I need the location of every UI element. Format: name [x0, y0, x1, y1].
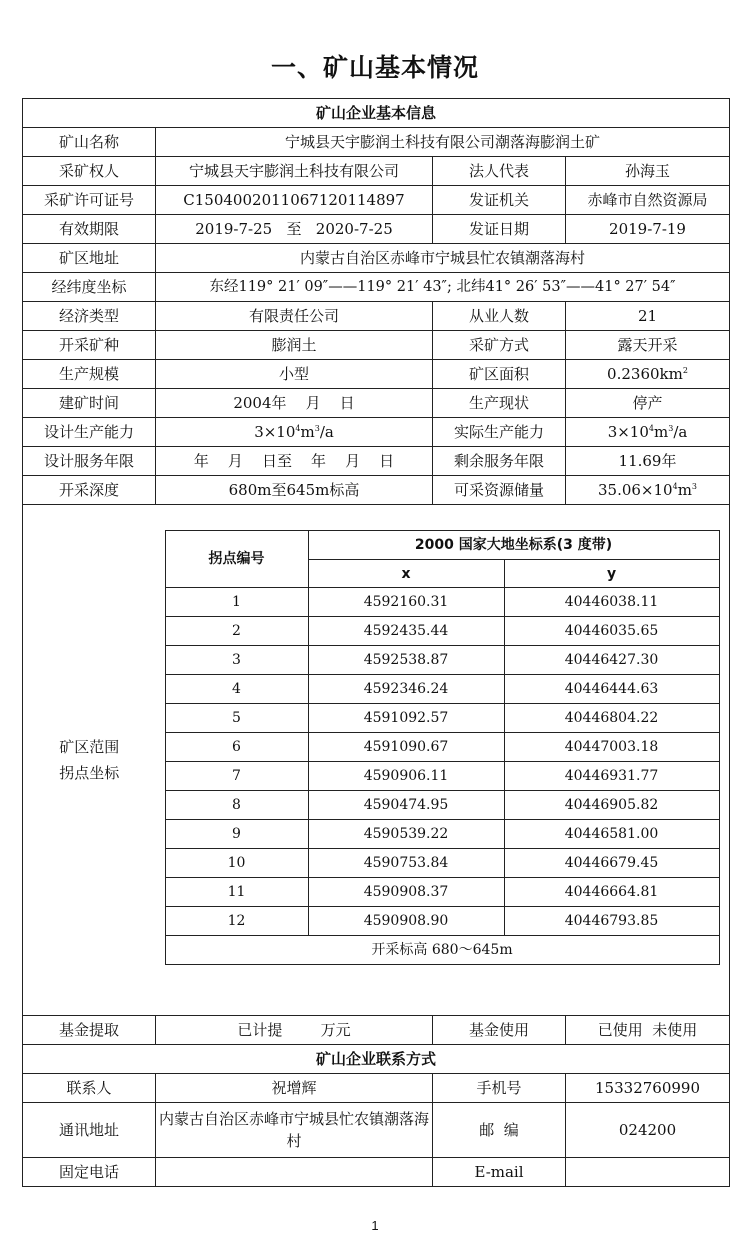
- cap-unit: m: [300, 423, 315, 441]
- email-label: E-mail: [433, 1158, 566, 1187]
- point-y-cell: 40446427.30: [504, 646, 719, 675]
- row-value: 停产: [566, 389, 730, 418]
- cap-unit-exp: 3: [668, 424, 674, 433]
- row-label: 法人代表: [433, 157, 566, 186]
- point-y-cell: 40446804.22: [504, 704, 719, 733]
- area-number: 0.2360km: [607, 365, 683, 383]
- row-value: 2019-7-25 至 2020-7-25: [156, 215, 433, 244]
- row-label: 设计生产能力: [23, 418, 156, 447]
- contact-person-label: 联系人: [23, 1074, 156, 1103]
- page-number: 1: [371, 1218, 379, 1233]
- mine-address-label: 矿区地址: [23, 244, 156, 273]
- coord-system-header: 2000 国家大地坐标系(3 度带): [308, 531, 719, 560]
- point-id-cell: 12: [165, 907, 308, 936]
- lat-long-value: 东经119° 21′ 09″——119° 21′ 43″; 北纬41° 26′ 53″——41° 27′ 54″: [156, 273, 730, 302]
- row-label: 实际生产能力: [433, 418, 566, 447]
- row-value: 孙海玉: [566, 157, 730, 186]
- point-y-cell: 40446931.77: [504, 762, 719, 791]
- mail-address-value: 内蒙古自治区赤峰市宁城县忙农镇潮落海村: [156, 1103, 433, 1158]
- row-value: 680m至645m标高: [156, 476, 433, 505]
- point-x-cell: 4590906.11: [308, 762, 504, 791]
- cap-number: 3×10: [254, 423, 296, 441]
- row-label: 开采矿种: [23, 331, 156, 360]
- row-label: 生产规模: [23, 360, 156, 389]
- point-id-cell: 8: [165, 791, 308, 820]
- cap-unit-exp: 3: [314, 424, 320, 433]
- point-y-cell: 40446793.85: [504, 907, 719, 936]
- range-label-line1: 矿区范围: [59, 738, 120, 756]
- table-row: [165, 791, 719, 820]
- area-exponent: 2: [682, 366, 688, 375]
- mobile-label: 手机号: [433, 1074, 566, 1103]
- table-row: [165, 646, 719, 675]
- table-row: [165, 820, 719, 849]
- row-value: 2004年 月 日: [156, 389, 433, 418]
- row-value: 膨润土: [156, 331, 433, 360]
- cap-exp: 4: [648, 424, 654, 433]
- row-label: 采矿许可证号: [23, 186, 156, 215]
- row-label: 从业人数: [433, 302, 566, 331]
- range-coords-cell: [156, 505, 730, 1016]
- postcode-label: 邮 编: [433, 1103, 566, 1158]
- row-value: 赤峰市自然资源局: [566, 186, 730, 215]
- point-y-cell: 40446444.63: [504, 675, 719, 704]
- point-id-cell: 5: [165, 704, 308, 733]
- corner-coords-table: [165, 530, 720, 965]
- fund-use-label: 基金使用: [433, 1016, 566, 1045]
- reserves-number: 35.06×10: [597, 481, 673, 499]
- row-value: 有限责任公司: [156, 302, 433, 331]
- row-value: 2019-7-19: [566, 215, 730, 244]
- point-y-cell: 40446035.65: [504, 617, 719, 646]
- table-row: [165, 588, 719, 617]
- mine-info-table: [22, 98, 730, 1187]
- row-value: 露天开采: [566, 331, 730, 360]
- row-label: 可采资源储量: [433, 476, 566, 505]
- point-id-cell: 11: [165, 878, 308, 907]
- table-row: [165, 762, 719, 791]
- row-label: 发证机关: [433, 186, 566, 215]
- point-y-cell: 40446905.82: [504, 791, 719, 820]
- res-exp: 4: [672, 482, 678, 491]
- table-row: [165, 617, 719, 646]
- x-header: x: [308, 560, 504, 588]
- table-row: [165, 878, 719, 907]
- postcode-value: 024200: [566, 1103, 730, 1158]
- mine-name-value: 宁城县天宇膨润土科技有限公司潮落海膨润土矿: [156, 128, 730, 157]
- range-label: [23, 505, 156, 1016]
- section-title-basic-info: 矿山企业基本信息: [23, 99, 730, 128]
- res-unit-exp: 3: [691, 482, 698, 491]
- point-x-cell: 4590753.84: [308, 849, 504, 878]
- point-id-cell: 10: [165, 849, 308, 878]
- row-value: 宁城县天宇膨润土科技有限公司: [156, 157, 433, 186]
- point-id-header: 拐点编号: [165, 531, 308, 588]
- lat-long-label: 经纬度坐标: [23, 273, 156, 302]
- mine-area-value: [566, 360, 730, 389]
- point-x-cell: 4592346.24: [308, 675, 504, 704]
- row-value: 年 月 日至 年 月 日: [156, 447, 433, 476]
- cap-number: 3×10: [607, 423, 649, 441]
- table-row: [165, 675, 719, 704]
- fund-label: 基金提取: [23, 1016, 156, 1045]
- cap-tail: /a: [673, 423, 688, 441]
- row-value: 小型: [156, 360, 433, 389]
- point-y-cell: 40447003.18: [504, 733, 719, 762]
- row-label: 经济类型: [23, 302, 156, 331]
- point-x-cell: 4592538.87: [308, 646, 504, 675]
- point-y-cell: 40446038.11: [504, 588, 719, 617]
- point-y-cell: 40446679.45: [504, 849, 719, 878]
- row-label: 建矿时间: [23, 389, 156, 418]
- point-y-cell: 40446581.00: [504, 820, 719, 849]
- mobile-value: 15332760990: [566, 1074, 730, 1103]
- point-id-cell: 1: [165, 588, 308, 617]
- row-label: 生产现状: [433, 389, 566, 418]
- point-id-cell: 2: [165, 617, 308, 646]
- row-label: 开采深度: [23, 476, 156, 505]
- mine-name-label: 矿山名称: [23, 128, 156, 157]
- point-x-cell: 4590474.95: [308, 791, 504, 820]
- actual-capacity-value: [566, 418, 730, 447]
- point-id-cell: 3: [165, 646, 308, 675]
- y-header: y: [504, 560, 719, 588]
- row-value: C1504002011067120114897: [156, 186, 433, 215]
- contact-person-value: 祝增辉: [156, 1074, 433, 1103]
- reserves-value: [566, 476, 730, 505]
- point-id-cell: 4: [165, 675, 308, 704]
- row-label: 有效期限: [23, 215, 156, 244]
- elevation-footer: 开采标高 680～645m: [165, 936, 719, 965]
- section-title-contact: 矿山企业联系方式: [23, 1045, 730, 1074]
- email-value: [566, 1158, 730, 1187]
- row-label: 采矿方式: [433, 331, 566, 360]
- row-label: 发证日期: [433, 215, 566, 244]
- page-title: 一、矿山基本情况: [270, 53, 479, 82]
- row-label: 采矿权人: [23, 157, 156, 186]
- row-value: 11.69年: [566, 447, 730, 476]
- point-x-cell: 4591090.67: [308, 733, 504, 762]
- range-label-line2: 拐点坐标: [59, 764, 120, 782]
- landline-value: [156, 1158, 433, 1187]
- point-id-cell: 7: [165, 762, 308, 791]
- row-label: 设计服务年限: [23, 447, 156, 476]
- row-value: 21: [566, 302, 730, 331]
- table-row: [165, 704, 719, 733]
- mine-address-value: 内蒙古自治区赤峰市宁城县忙农镇潮落海村: [156, 244, 730, 273]
- table-row: [165, 907, 719, 936]
- cap-tail: /a: [319, 423, 334, 441]
- point-x-cell: 4592160.31: [308, 588, 504, 617]
- mail-address-label: 通讯地址: [23, 1103, 156, 1158]
- res-unit: m: [677, 481, 692, 499]
- landline-label: 固定电话: [23, 1158, 156, 1187]
- point-x-cell: 4592435.44: [308, 617, 504, 646]
- point-id-cell: 9: [165, 820, 308, 849]
- point-id-cell: 6: [165, 733, 308, 762]
- fund-value: 已计提 万元: [156, 1016, 433, 1045]
- design-capacity-value: [156, 418, 433, 447]
- table-row: [165, 849, 719, 878]
- row-label: 矿区面积: [433, 360, 566, 389]
- fund-use-value: 已使用 未使用: [566, 1016, 730, 1045]
- point-y-cell: 40446664.81: [504, 878, 719, 907]
- cap-exp: 4: [295, 424, 301, 433]
- point-x-cell: 4590539.22: [308, 820, 504, 849]
- cap-unit: m: [653, 423, 669, 441]
- row-label: 剩余服务年限: [433, 447, 566, 476]
- table-row: [165, 733, 719, 762]
- point-x-cell: 4591092.57: [308, 704, 504, 733]
- point-x-cell: 4590908.37: [308, 878, 504, 907]
- point-x-cell: 4590908.90: [308, 907, 504, 936]
